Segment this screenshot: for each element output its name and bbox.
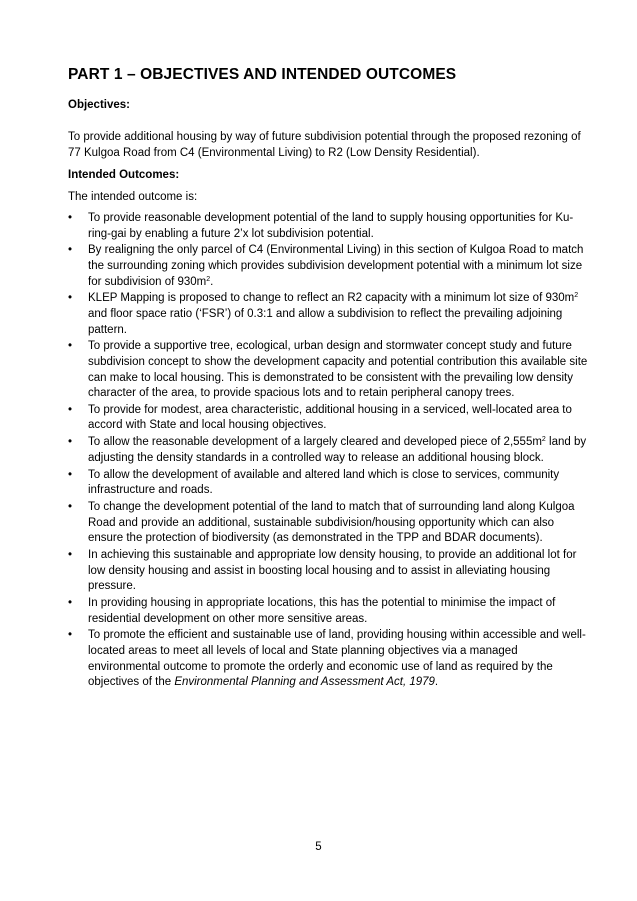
list-item: [68, 435, 592, 466]
intended-outcomes-heading: Intended Outcomes:: [68, 169, 180, 181]
bullet-icon: •: [68, 212, 73, 224]
superscript: 2: [541, 436, 546, 444]
list-item: [68, 403, 592, 434]
list-item-text: To provide reasonable development potential of the land to supply housing opportunities for Ku-ring-gai by enabling a future 2’x lot subdivision potential.: [88, 212, 574, 240]
list-item: [68, 468, 592, 499]
page-heading: PART 1 – OBJECTIVES AND INTENDED OUTCOMES: [68, 66, 457, 83]
intended-outcomes-intro: The intended outcome is:: [68, 191, 198, 203]
list-item-text: To allow the reasonable development of a largely cleared and developed piece of 2,555m: [88, 436, 542, 449]
list-item: [68, 628, 592, 690]
act-title: Environmental Planning and Assessment Act, 1979: [174, 676, 435, 689]
list-item: [68, 548, 592, 595]
bullet-icon: •: [68, 468, 73, 481]
bullet-icon: •: [68, 292, 73, 305]
superscript: 2: [206, 275, 211, 283]
bullet-icon: •: [68, 596, 73, 609]
list-item-text-tail: and floor space ratio (‘FSR’) of 0.3:1 and allow a subdivision to reflect the prevailing adjoining pattern.: [88, 307, 563, 336]
bullet-icon: •: [68, 403, 73, 416]
list-item-text: In providing housing in appropriate locations, this has the potential to minimise the impact of residential development on other more sensitive areas.: [88, 596, 556, 625]
list-item: [68, 243, 592, 290]
list-item-text: To change the development potential of the land to match that of surrounding land along Kulgoa Road and provide an additional, sustainable subdivision/housing opportunity which can also ensure the protection of biodiversity (as demonstrated in the TPP and BDAR documents).: [88, 501, 575, 545]
bullet-icon: •: [68, 629, 73, 642]
list-item: [68, 291, 592, 338]
list-item-text-tail: land by adjusting the density standards in a controlled way to release an additional housing block.: [88, 436, 587, 464]
page-number: 5: [315, 841, 322, 853]
list-item: [68, 596, 592, 627]
bullet-icon: •: [68, 436, 73, 449]
list-item-text-tail: .: [434, 676, 439, 689]
list-item-text: To promote the efficient and sustainable use of land, providing housing within accessible and well-located areas to meet all levels of local and State planning objectives via a managed environmental outcome to promote the orderly and economic use of land as required by the objectives of the: [88, 629, 586, 689]
list-item-text: By realigning the only parcel of C4 (Environmental Living) in this section of Kulgoa Road to match the surrounding zoning which provides subdivision development potential with a minimum lot size for subdivision of 930m: [88, 244, 584, 288]
list-item-text: To provide for modest, area characteristic, additional housing in a serviced, well-located area to accord with State and local housing objectives.: [88, 403, 572, 432]
objectives-paragraph: To provide additional housing by way of future subdivision potential through the proposed rezoning of 77 Kulgoa Road from C4 (Environmental Living) to R2 (Low Density Residential).: [68, 131, 581, 159]
intended-outcomes-list: [68, 211, 592, 692]
bullet-icon: •: [68, 340, 73, 353]
superscript: 2: [574, 292, 579, 300]
list-item-text: KLEP Mapping is proposed to change to reflect an R2 capacity with a minimum lot size of 930m: [88, 292, 575, 305]
list-item-text: In achieving this sustainable and appropriate low density housing, to provide an additional lot for low density housing and assist in boosting local housing and to assist in alleviating housing pressure.: [88, 548, 577, 593]
list-item: [68, 211, 592, 242]
list-item-text: To allow the development of available and altered land which is close to services, community infrastructure and roads.: [88, 468, 560, 497]
objectives-heading: Objectives:: [68, 99, 130, 111]
list-item-text-tail: .: [210, 275, 214, 288]
bullet-icon: •: [68, 244, 73, 257]
list-item-text: To provide a supportive tree, ecological, urban design and stormwater concept study and future subdivision concept to show the development capacity and potential contribution this available site can make to local housing. This is demonstrated to be consistent with the prevailing low density character of the area, to provide spacious lots and to retain peripheral canopy trees.: [88, 340, 588, 400]
bullet-icon: •: [68, 548, 73, 561]
list-item: [68, 339, 592, 401]
list-item: [68, 500, 592, 547]
bullet-icon: •: [68, 501, 73, 513]
